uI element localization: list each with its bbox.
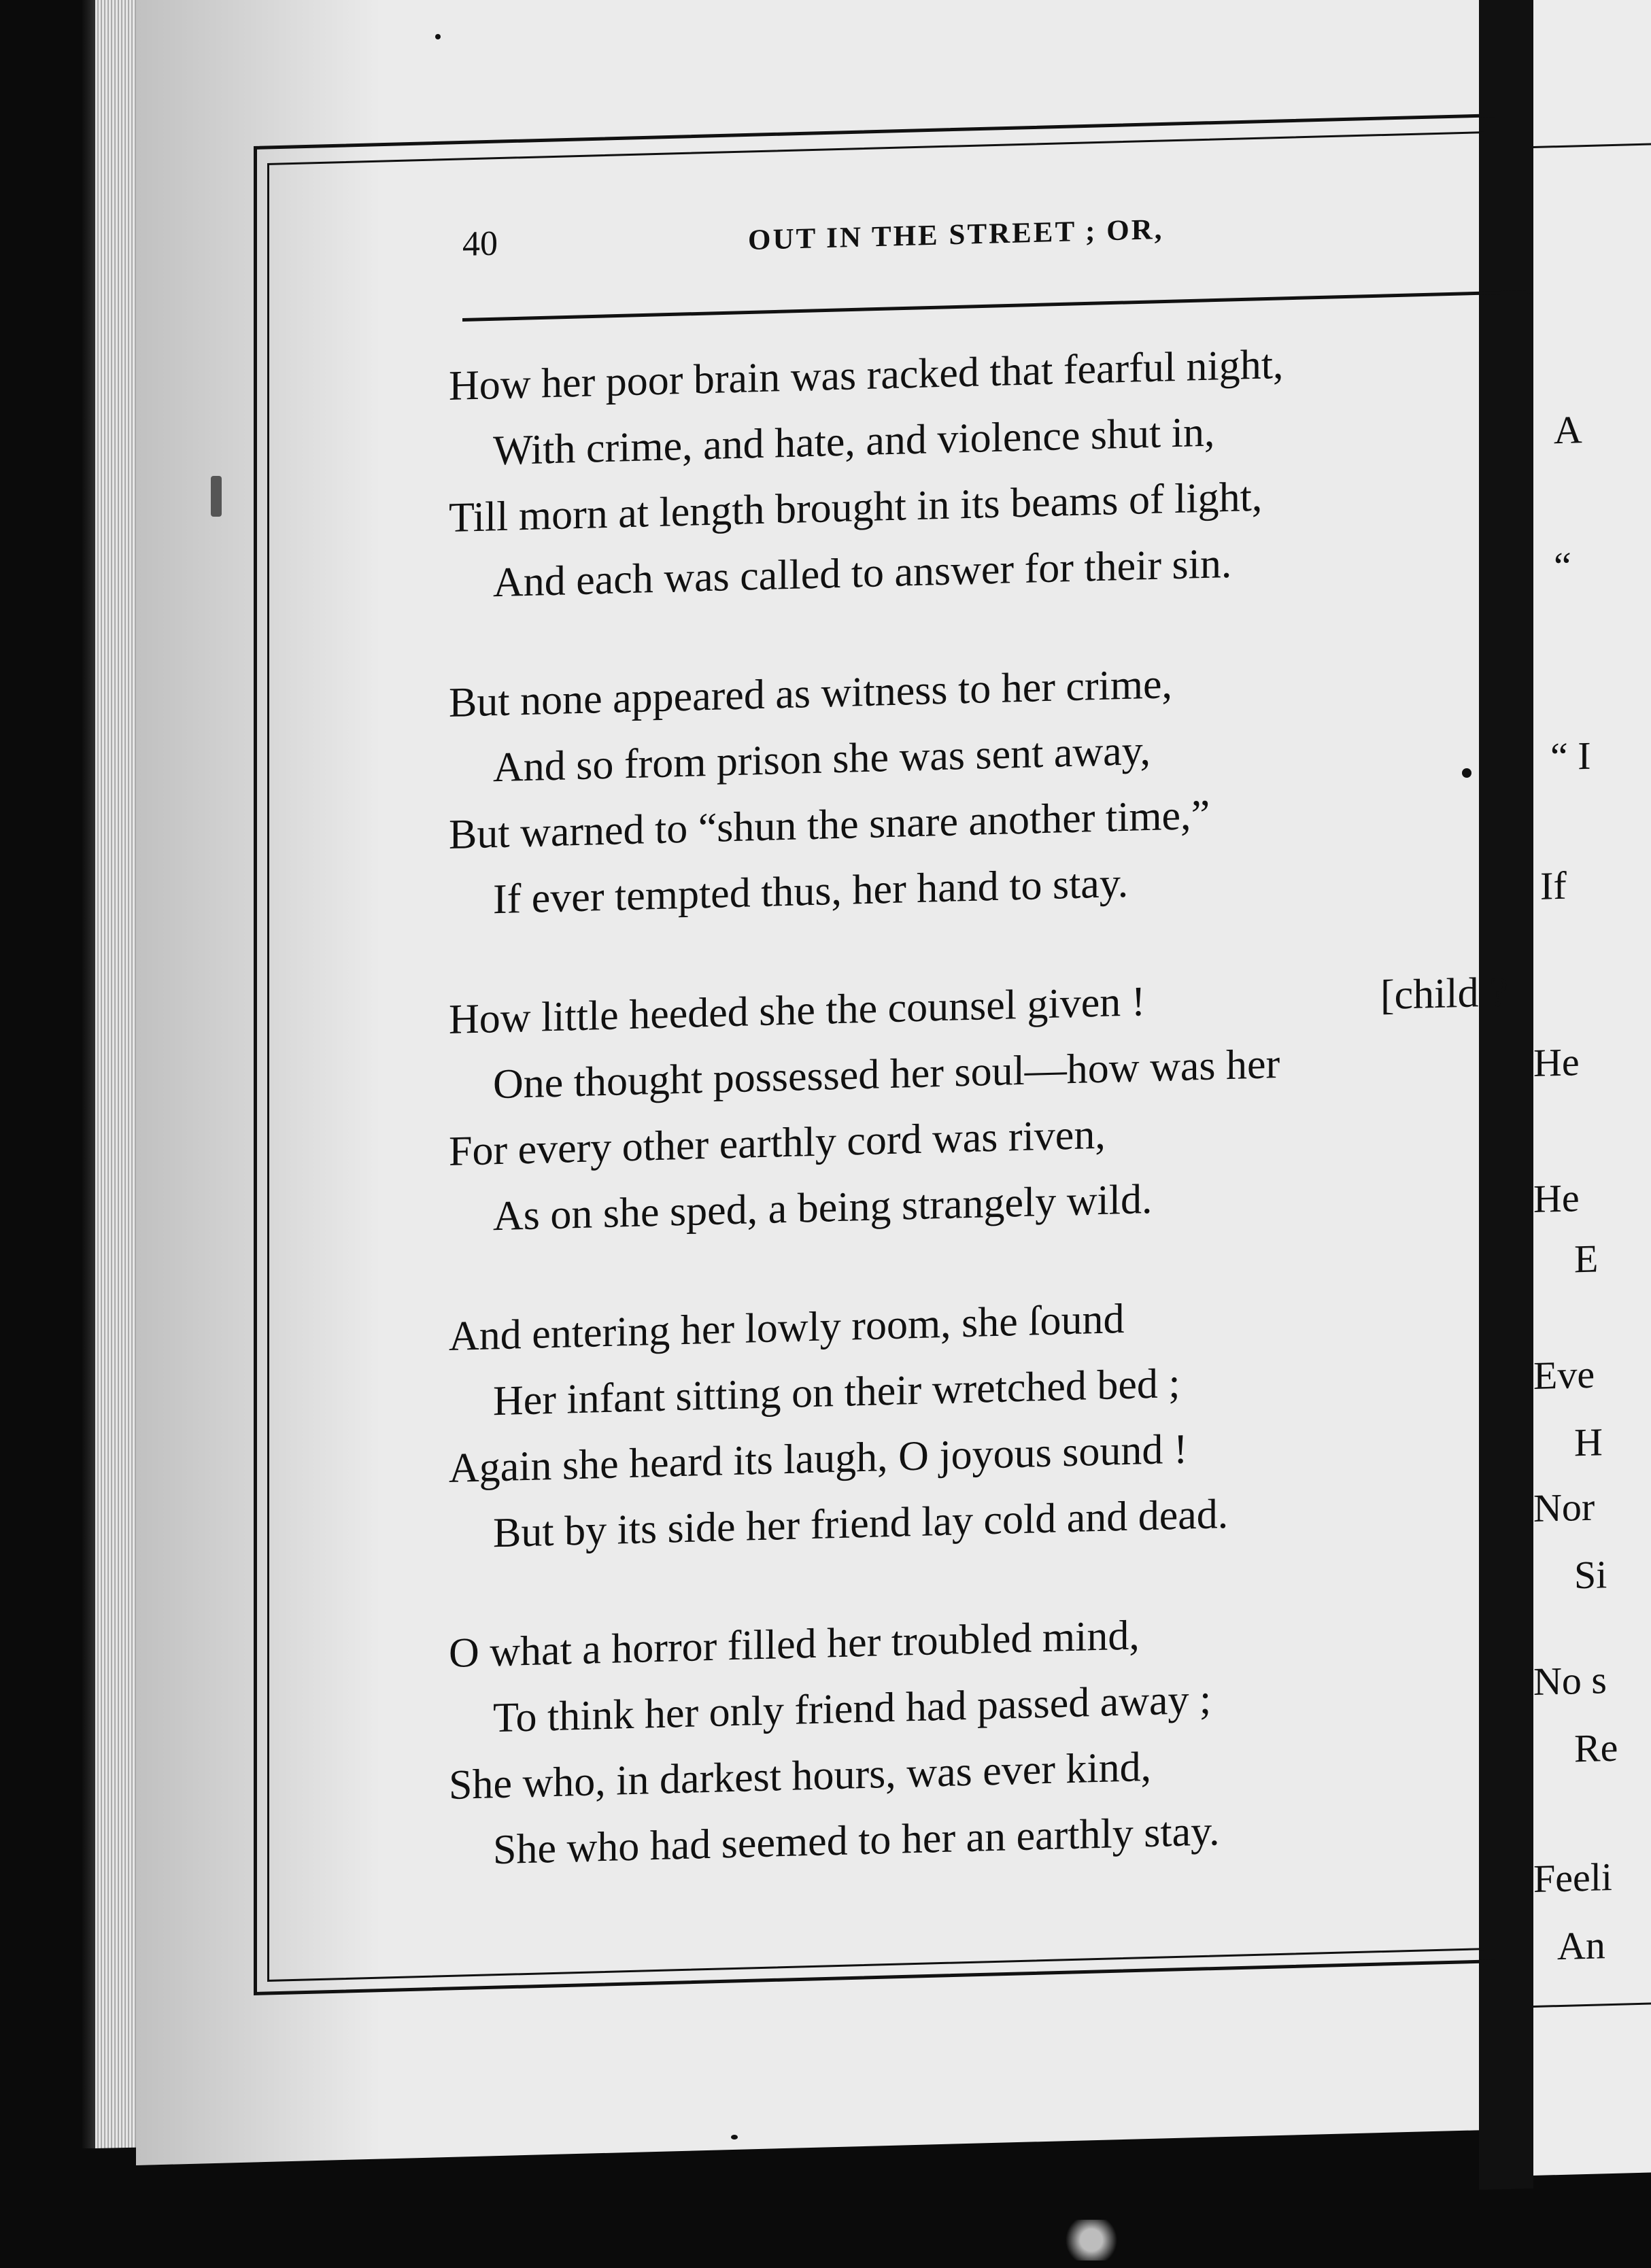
edge-mark [211, 476, 222, 517]
facing-fragment: “ I [1550, 733, 1591, 779]
verse-line: But none appeared as witness to her crime, [449, 661, 1172, 726]
verse-line: One thought possessed her soul—how was her [493, 1040, 1280, 1108]
dust-speck [731, 2135, 738, 2140]
verse-line: But by its side her friend lay cold and dead. [493, 1490, 1229, 1557]
scan-artifact [1061, 2220, 1122, 2261]
facing-fragment: No s [1533, 1657, 1607, 1704]
stanza [449, 325, 1537, 617]
stanza [449, 642, 1537, 934]
verse-line: How her poor brain was racked that fearful night, [449, 341, 1284, 409]
facing-fragment: He [1533, 1175, 1580, 1221]
verse-line: But warned to “shun the snare another time,” [449, 791, 1210, 858]
poem-body [449, 325, 1537, 1938]
facing-fragment: “ [1554, 543, 1571, 589]
verse-line: She who had seemed to her an earthly stay. [493, 1808, 1220, 1874]
verse-line: She who, in darkest hours, was ever kind, [449, 1743, 1152, 1808]
stanza [449, 959, 1537, 1251]
verse-line: Again she heard its laugh, O joyous sound ! [449, 1426, 1188, 1492]
facing-frame-rule [1533, 143, 1651, 148]
facing-fragment: Feeli [1533, 1854, 1612, 1901]
verse-line: And so from prison she was sent away, [493, 727, 1151, 791]
facing-fragment: If [1540, 863, 1567, 908]
verse-line: O what a horror filled her troubled mind, [449, 1612, 1140, 1677]
verse-line: And each was called to answer for their sin. [493, 540, 1232, 606]
facing-fragment: A [1554, 407, 1582, 453]
verse-line: To think her only friend had passed away ; [493, 1676, 1212, 1742]
verse-line-text: How little heeded she the counsel given ! [449, 978, 1146, 1043]
verse-line: If ever tempted thus, her hand to stay. [493, 859, 1129, 923]
facing-fragment: He [1533, 1040, 1580, 1085]
verse-line: Till morn at length brought in its beams of light, [449, 473, 1263, 541]
facing-fragment: An [1557, 1923, 1605, 1969]
facing-fragment: E [1574, 1236, 1599, 1282]
running-head-title: OUT IN THE STREET ; OR, [748, 213, 1164, 257]
facing-fragment: Re [1574, 1725, 1618, 1771]
verse-line: For every other earthly cord was riven, [449, 1111, 1106, 1175]
facing-fragment: Eve [1533, 1352, 1595, 1398]
facing-frame-rule [1533, 2002, 1651, 2008]
verse-line: As on she sped, a being strangely wild. [493, 1175, 1153, 1240]
stanza [449, 1592, 1537, 1885]
stanza [449, 1275, 1537, 1568]
facing-fragment: Nor [1533, 1484, 1595, 1530]
turnover-note: [child ? [1380, 969, 1508, 1019]
verse-line: With crime, and hate, and violence shut in, [493, 409, 1215, 475]
facing-fragment: H [1574, 1420, 1603, 1465]
facing-fragment: Si [1574, 1552, 1607, 1598]
verse-line: And entering her lowly room, she ſound [449, 1295, 1125, 1360]
dust-speck [1462, 768, 1471, 778]
page-number: 40 [462, 224, 498, 264]
facing-page [1533, 0, 1651, 2176]
verse-line: Her infant sitting on their wretched bed ; [493, 1360, 1180, 1425]
dust-speck [435, 34, 441, 39]
